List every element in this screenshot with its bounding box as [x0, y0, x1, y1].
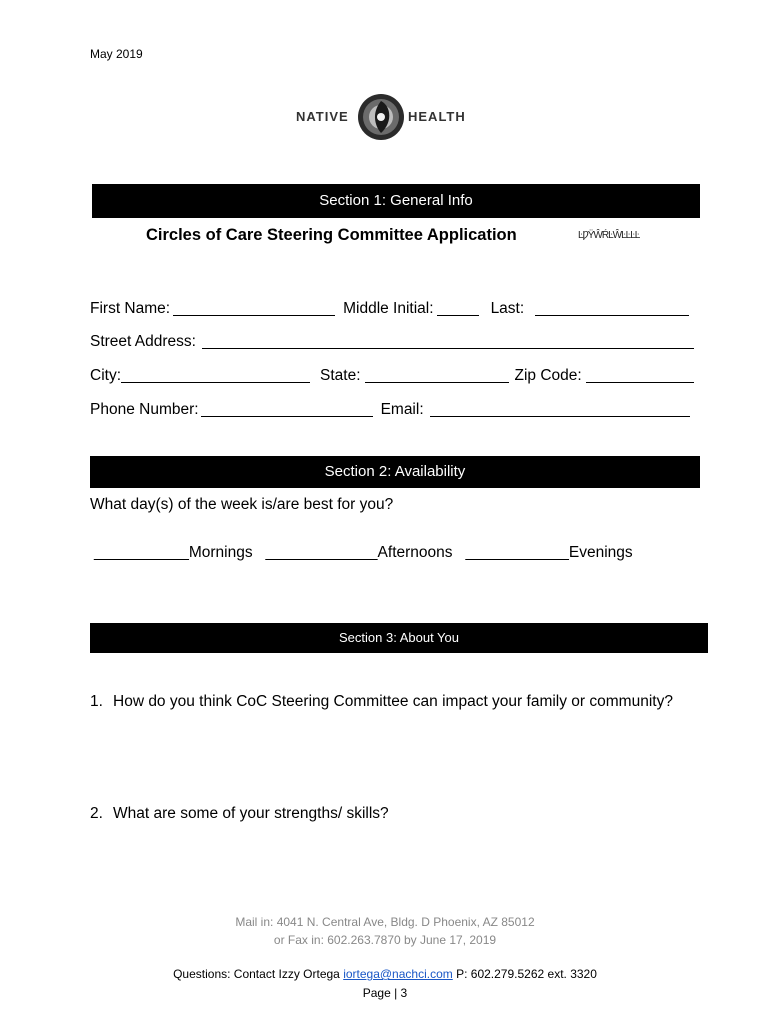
contact-phone: P: 602.279.5262 ext. 3320	[456, 967, 597, 981]
page-number: Page | 3	[362, 986, 408, 1000]
street-address-label: Street Address:	[90, 333, 196, 350]
decorative-scribble: ĿǷŸŴŔĿŴĿĿĿĿ	[578, 230, 640, 241]
email-label: Email:	[380, 401, 424, 418]
question-1	[90, 693, 673, 711]
contact-prefix: Questions: Contact Izzy Ortega	[173, 967, 340, 981]
street-address-field[interactable]	[202, 348, 694, 349]
logo-emblem-icon	[356, 92, 406, 142]
question-2-number: 2.	[90, 805, 103, 822]
email-field[interactable]	[430, 416, 690, 417]
state-label: State:	[320, 367, 361, 384]
section-1-header: Section 1: General Info	[92, 184, 700, 218]
question-1-text: How do you think CoC Steering Committee can impact your family or community?	[113, 693, 673, 710]
availability-slots[interactable]: ___________Mornings _____________Afternoons ____________Evenings	[94, 544, 633, 561]
contact-line	[0, 967, 770, 981]
native-health-logo	[296, 92, 476, 144]
section-2-header: Section 2: Availability	[90, 456, 700, 488]
first-name-field[interactable]	[173, 315, 335, 316]
contact-email-link[interactable]: iortega@nachci.com	[343, 967, 453, 981]
phone-number-field[interactable]	[201, 416, 373, 417]
question-2	[90, 805, 389, 823]
first-name-label: First Name:	[90, 300, 171, 317]
city-field[interactable]	[121, 382, 310, 383]
application-title: Circles of Care Steering Committee Application	[146, 226, 517, 244]
question-1-number: 1.	[90, 693, 103, 710]
middle-initial-field[interactable]	[437, 315, 479, 316]
phone-number-label: Phone Number:	[90, 401, 199, 418]
mail-address: Mail in: 4041 N. Central Ave, Bldg. D Phoenix, AZ 85012	[235, 915, 535, 929]
city-label: City:	[90, 367, 121, 384]
availability-question: What day(s) of the week is/are best for you?	[90, 496, 394, 513]
last-name-label: Last:	[490, 300, 525, 317]
question-2-text: What are some of your strengths/ skills?	[113, 805, 389, 822]
phone-email-row	[90, 399, 698, 419]
logo-text-native: NATIVE	[296, 109, 349, 124]
street-address-row	[90, 331, 698, 351]
fax-deadline: or Fax in: 602.263.7870 by June 17, 2019	[273, 933, 497, 947]
last-name-field[interactable]	[535, 315, 689, 316]
zip-code-field[interactable]	[586, 382, 694, 383]
document-date: May 2019	[90, 47, 143, 61]
state-field[interactable]	[365, 382, 509, 383]
name-row	[90, 298, 698, 318]
middle-initial-label: Middle Initial:	[343, 300, 434, 317]
city-state-zip-row	[90, 365, 698, 385]
logo-text-health: HEALTH	[408, 109, 466, 124]
section-3-header: Section 3: About You	[90, 623, 708, 653]
zip-code-label: Zip Code:	[514, 367, 582, 384]
